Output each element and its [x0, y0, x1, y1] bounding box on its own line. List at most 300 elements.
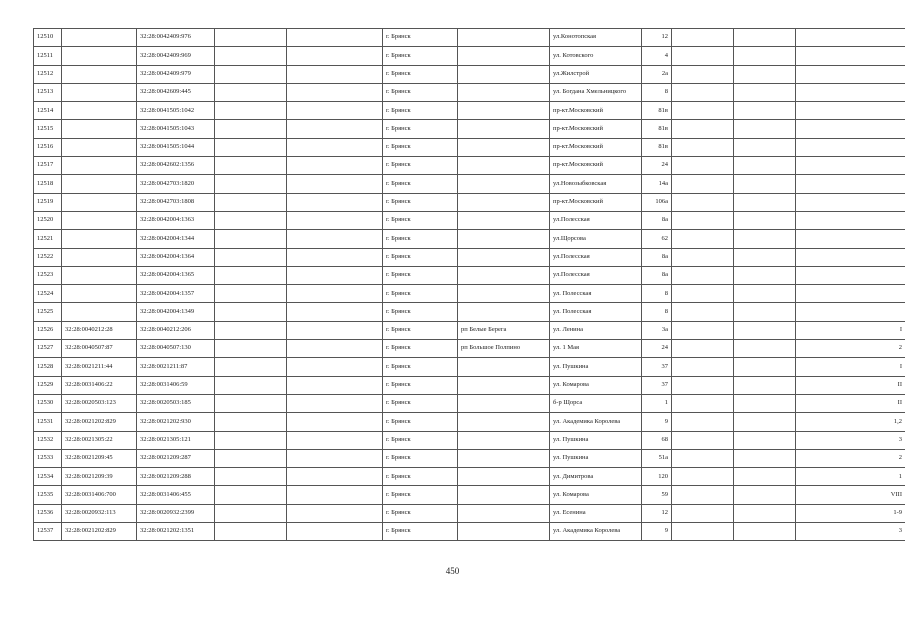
- empty-cell: [672, 193, 734, 211]
- city-cell: г. Брянск: [383, 468, 458, 486]
- parent-cadastral-number-cell: 32:28:0031406:700: [62, 486, 137, 504]
- house-number-cell: 12: [642, 504, 672, 522]
- house-number-cell: 12: [642, 29, 672, 47]
- table-row: [34, 102, 905, 120]
- city-cell: г. Брянск: [383, 175, 458, 193]
- parent-cadastral-number-cell: [62, 138, 137, 156]
- cadastral-number-cell: 32:28:0021305:121: [137, 431, 215, 449]
- premises-number-cell: 2: [796, 449, 905, 467]
- settlement-cell: [458, 29, 550, 47]
- record-number-cell: 12530: [34, 394, 62, 412]
- street-cell: ул. 1 Мая: [550, 340, 642, 358]
- house-number-cell: 2а: [642, 65, 672, 83]
- empty-cell: [734, 394, 796, 412]
- table-row: [34, 157, 905, 175]
- empty-cell: [287, 193, 383, 211]
- house-number-cell: 9: [642, 523, 672, 541]
- city-cell: г. Брянск: [383, 266, 458, 284]
- street-cell: б-р Щорса: [550, 394, 642, 412]
- empty-cell: [672, 523, 734, 541]
- cadastral-number-cell: 32:28:0041505:1042: [137, 102, 215, 120]
- cadastral-number-cell: 32:28:0020932:2399: [137, 504, 215, 522]
- street-cell: ул. Есенина: [550, 504, 642, 522]
- house-number-cell: 8: [642, 83, 672, 101]
- empty-cell: [734, 321, 796, 339]
- city-cell: г. Брянск: [383, 65, 458, 83]
- table-row: [34, 175, 905, 193]
- settlement-cell: [458, 193, 550, 211]
- empty-cell: [734, 486, 796, 504]
- table-row: [34, 285, 905, 303]
- empty-cell: [215, 468, 287, 486]
- city-cell: г. Брянск: [383, 321, 458, 339]
- record-number-cell: 12535: [34, 486, 62, 504]
- record-number-cell: 12532: [34, 431, 62, 449]
- premises-number-cell: [796, 175, 905, 193]
- cadastral-number-cell: 32:28:0021211:87: [137, 358, 215, 376]
- empty-cell: [734, 266, 796, 284]
- empty-cell: [672, 47, 734, 65]
- empty-cell: [287, 431, 383, 449]
- empty-cell: [672, 102, 734, 120]
- city-cell: г. Брянск: [383, 120, 458, 138]
- empty-cell: [734, 248, 796, 266]
- empty-cell: [287, 266, 383, 284]
- empty-cell: [215, 138, 287, 156]
- empty-cell: [287, 486, 383, 504]
- street-cell: ул. Пушкина: [550, 431, 642, 449]
- parent-cadastral-number-cell: 32:28:0021209:39: [62, 468, 137, 486]
- parent-cadastral-number-cell: [62, 65, 137, 83]
- empty-cell: [672, 138, 734, 156]
- settlement-cell: [458, 303, 550, 321]
- parent-cadastral-number-cell: [62, 266, 137, 284]
- record-number-cell: 12515: [34, 120, 62, 138]
- house-number-cell: 1: [642, 394, 672, 412]
- street-cell: ул. Пушкина: [550, 358, 642, 376]
- settlement-cell: [458, 175, 550, 193]
- parent-cadastral-number-cell: 32:28:0021209:45: [62, 449, 137, 467]
- settlement-cell: [458, 449, 550, 467]
- cadastral-number-cell: 32:28:0021202:930: [137, 413, 215, 431]
- settlement-cell: [458, 486, 550, 504]
- premises-number-cell: [796, 285, 905, 303]
- house-number-cell: 4: [642, 47, 672, 65]
- record-number-cell: 12518: [34, 175, 62, 193]
- city-cell: г. Брянск: [383, 102, 458, 120]
- settlement-cell: [458, 65, 550, 83]
- parent-cadastral-number-cell: [62, 175, 137, 193]
- city-cell: г. Брянск: [383, 211, 458, 229]
- empty-cell: [734, 175, 796, 193]
- empty-cell: [287, 468, 383, 486]
- table-row: [34, 211, 905, 229]
- street-cell: ул.Щорсова: [550, 230, 642, 248]
- empty-cell: [672, 266, 734, 284]
- city-cell: г. Брянск: [383, 303, 458, 321]
- table-row: [34, 376, 905, 394]
- record-number-cell: 12510: [34, 29, 62, 47]
- empty-cell: [672, 285, 734, 303]
- empty-cell: [287, 358, 383, 376]
- empty-cell: [734, 138, 796, 156]
- empty-cell: [672, 431, 734, 449]
- empty-cell: [287, 83, 383, 101]
- table-body: [34, 29, 905, 541]
- street-cell: ул. Академика Королева: [550, 413, 642, 431]
- empty-cell: [672, 486, 734, 504]
- cadastral-number-cell: 32:28:0042409:969: [137, 47, 215, 65]
- empty-cell: [734, 413, 796, 431]
- premises-number-cell: 2: [796, 340, 905, 358]
- parent-cadastral-number-cell: [62, 120, 137, 138]
- city-cell: г. Брянск: [383, 83, 458, 101]
- premises-number-cell: [796, 248, 905, 266]
- street-cell: ул. Димитрова: [550, 468, 642, 486]
- table-row: [34, 504, 905, 522]
- empty-cell: [287, 248, 383, 266]
- record-number-cell: 12519: [34, 193, 62, 211]
- empty-cell: [215, 394, 287, 412]
- premises-number-cell: [796, 102, 905, 120]
- empty-cell: [287, 504, 383, 522]
- settlement-cell: [458, 431, 550, 449]
- record-number-cell: 12525: [34, 303, 62, 321]
- empty-cell: [215, 211, 287, 229]
- table-row: [34, 358, 905, 376]
- house-number-cell: 24: [642, 157, 672, 175]
- empty-cell: [734, 303, 796, 321]
- parent-cadastral-number-cell: 32:28:0040212:28: [62, 321, 137, 339]
- cadastral-number-cell: 32:28:0040507:130: [137, 340, 215, 358]
- street-cell: пр-кт.Московский: [550, 157, 642, 175]
- city-cell: г. Брянск: [383, 285, 458, 303]
- premises-number-cell: [796, 211, 905, 229]
- city-cell: г. Брянск: [383, 47, 458, 65]
- settlement-cell: рп Большое Полпино: [458, 340, 550, 358]
- empty-cell: [672, 468, 734, 486]
- cadastral-number-cell: 32:28:0031406:455: [137, 486, 215, 504]
- empty-cell: [215, 504, 287, 522]
- empty-cell: [287, 211, 383, 229]
- premises-number-cell: [796, 193, 905, 211]
- empty-cell: [734, 65, 796, 83]
- settlement-cell: [458, 83, 550, 101]
- street-cell: пр-кт.Московский: [550, 102, 642, 120]
- city-cell: г. Брянск: [383, 449, 458, 467]
- cadastral-number-cell: 32:28:0042004:1357: [137, 285, 215, 303]
- table-row: [34, 394, 905, 412]
- empty-cell: [215, 120, 287, 138]
- city-cell: г. Брянск: [383, 29, 458, 47]
- table-row: [34, 413, 905, 431]
- city-cell: г. Брянск: [383, 523, 458, 541]
- table-row: [34, 523, 905, 541]
- record-number-cell: 12511: [34, 47, 62, 65]
- empty-cell: [215, 431, 287, 449]
- premises-number-cell: II: [796, 376, 905, 394]
- settlement-cell: [458, 285, 550, 303]
- house-number-cell: 37: [642, 376, 672, 394]
- empty-cell: [287, 321, 383, 339]
- empty-cell: [287, 394, 383, 412]
- house-number-cell: 8а: [642, 248, 672, 266]
- record-number-cell: 12524: [34, 285, 62, 303]
- record-number-cell: 12536: [34, 504, 62, 522]
- cadastral-number-cell: 32:28:0040212:206: [137, 321, 215, 339]
- house-number-cell: 14а: [642, 175, 672, 193]
- table-row: [34, 193, 905, 211]
- settlement-cell: [458, 157, 550, 175]
- record-number-cell: 12534: [34, 468, 62, 486]
- cadastral-number-cell: 32:28:0042004:1344: [137, 230, 215, 248]
- empty-cell: [734, 523, 796, 541]
- house-number-cell: 81в: [642, 102, 672, 120]
- empty-cell: [287, 376, 383, 394]
- empty-cell: [672, 376, 734, 394]
- empty-cell: [287, 285, 383, 303]
- record-number-cell: 12513: [34, 83, 62, 101]
- empty-cell: [672, 248, 734, 266]
- empty-cell: [287, 449, 383, 467]
- table-row: [34, 65, 905, 83]
- city-cell: г. Брянск: [383, 413, 458, 431]
- empty-cell: [672, 340, 734, 358]
- empty-cell: [734, 29, 796, 47]
- city-cell: г. Брянск: [383, 486, 458, 504]
- premises-number-cell: [796, 47, 905, 65]
- street-cell: ул.Конотопская: [550, 29, 642, 47]
- record-number-cell: 12517: [34, 157, 62, 175]
- street-cell: ул. Богдана Хмельницкого: [550, 83, 642, 101]
- house-number-cell: 8а: [642, 211, 672, 229]
- street-cell: пр-кт.Московский: [550, 193, 642, 211]
- house-number-cell: 120: [642, 468, 672, 486]
- empty-cell: [215, 230, 287, 248]
- settlement-cell: [458, 358, 550, 376]
- premises-number-cell: VIII: [796, 486, 905, 504]
- house-number-cell: 81в: [642, 120, 672, 138]
- premises-number-cell: 1-9: [796, 504, 905, 522]
- parent-cadastral-number-cell: 32:28:0021211:44: [62, 358, 137, 376]
- city-cell: г. Брянск: [383, 504, 458, 522]
- house-number-cell: 106а: [642, 193, 672, 211]
- empty-cell: [672, 157, 734, 175]
- record-number-cell: 12512: [34, 65, 62, 83]
- empty-cell: [734, 504, 796, 522]
- empty-cell: [672, 321, 734, 339]
- table-row: [34, 29, 905, 47]
- house-number-cell: 62: [642, 230, 672, 248]
- premises-number-cell: I: [796, 321, 905, 339]
- empty-cell: [287, 340, 383, 358]
- cadastral-number-cell: 32:28:0042602:1356: [137, 157, 215, 175]
- table-row: [34, 468, 905, 486]
- empty-cell: [215, 65, 287, 83]
- street-cell: ул.Полесская: [550, 248, 642, 266]
- parent-cadastral-number-cell: [62, 102, 137, 120]
- cadastral-number-cell: 32:28:0042409:979: [137, 65, 215, 83]
- empty-cell: [672, 83, 734, 101]
- page-number: 450: [445, 566, 460, 576]
- settlement-cell: [458, 468, 550, 486]
- table-row: [34, 248, 905, 266]
- city-cell: г. Брянск: [383, 138, 458, 156]
- empty-cell: [734, 449, 796, 467]
- street-cell: пр-кт.Московский: [550, 138, 642, 156]
- premises-number-cell: [796, 266, 905, 284]
- empty-cell: [734, 193, 796, 211]
- empty-cell: [672, 211, 734, 229]
- table-row: [34, 120, 905, 138]
- empty-cell: [215, 285, 287, 303]
- parent-cadastral-number-cell: [62, 248, 137, 266]
- empty-cell: [287, 138, 383, 156]
- empty-cell: [734, 376, 796, 394]
- empty-cell: [672, 413, 734, 431]
- house-number-cell: 8: [642, 303, 672, 321]
- table-row: [34, 449, 905, 467]
- parent-cadastral-number-cell: 32:28:0021305:22: [62, 431, 137, 449]
- record-number-cell: 12531: [34, 413, 62, 431]
- settlement-cell: [458, 504, 550, 522]
- record-number-cell: 12533: [34, 449, 62, 467]
- parent-cadastral-number-cell: [62, 303, 137, 321]
- settlement-cell: [458, 230, 550, 248]
- premises-number-cell: [796, 120, 905, 138]
- settlement-cell: [458, 394, 550, 412]
- empty-cell: [734, 340, 796, 358]
- cadastral-number-cell: 32:28:0042703:1808: [137, 193, 215, 211]
- premises-number-cell: I: [796, 358, 905, 376]
- cadastral-number-cell: 32:28:0042004:1349: [137, 303, 215, 321]
- table-row: [34, 230, 905, 248]
- record-number-cell: 12527: [34, 340, 62, 358]
- record-number-cell: 12528: [34, 358, 62, 376]
- table-row: [34, 303, 905, 321]
- cadastral-number-cell: 32:28:0041505:1044: [137, 138, 215, 156]
- parent-cadastral-number-cell: [62, 230, 137, 248]
- empty-cell: [215, 83, 287, 101]
- record-number-cell: 12522: [34, 248, 62, 266]
- parent-cadastral-number-cell: [62, 211, 137, 229]
- empty-cell: [215, 266, 287, 284]
- table-row: [34, 431, 905, 449]
- cadastral-number-cell: 32:28:0042004:1365: [137, 266, 215, 284]
- table-row: [34, 340, 905, 358]
- city-cell: г. Брянск: [383, 157, 458, 175]
- empty-cell: [734, 285, 796, 303]
- empty-cell: [734, 102, 796, 120]
- empty-cell: [287, 102, 383, 120]
- cadastral-number-cell: 32:28:0021209:287: [137, 449, 215, 467]
- parent-cadastral-number-cell: 32:28:0020503:123: [62, 394, 137, 412]
- premises-number-cell: 1,2: [796, 413, 905, 431]
- empty-cell: [215, 303, 287, 321]
- house-number-cell: 59: [642, 486, 672, 504]
- parent-cadastral-number-cell: [62, 29, 137, 47]
- cadastral-number-cell: 32:28:0042703:1820: [137, 175, 215, 193]
- settlement-cell: [458, 266, 550, 284]
- parent-cadastral-number-cell: 32:28:0021202:829: [62, 523, 137, 541]
- parent-cadastral-number-cell: [62, 83, 137, 101]
- empty-cell: [215, 193, 287, 211]
- empty-cell: [215, 413, 287, 431]
- empty-cell: [672, 29, 734, 47]
- record-number-cell: 12514: [34, 102, 62, 120]
- table-row: [34, 486, 905, 504]
- premises-number-cell: [796, 303, 905, 321]
- empty-cell: [734, 83, 796, 101]
- cadastral-number-cell: 32:28:0042004:1363: [137, 211, 215, 229]
- premises-number-cell: 3: [796, 523, 905, 541]
- street-cell: ул. Комарова: [550, 376, 642, 394]
- settlement-cell: [458, 120, 550, 138]
- parent-cadastral-number-cell: [62, 193, 137, 211]
- empty-cell: [672, 358, 734, 376]
- empty-cell: [734, 358, 796, 376]
- street-cell: ул. Комарова: [550, 486, 642, 504]
- street-cell: ул. Ленина: [550, 321, 642, 339]
- empty-cell: [287, 157, 383, 175]
- house-number-cell: 3а: [642, 321, 672, 339]
- empty-cell: [215, 340, 287, 358]
- house-number-cell: 51а: [642, 449, 672, 467]
- cadastral-number-cell: 32:28:0020503:185: [137, 394, 215, 412]
- cadastral-number-cell: 32:28:0042609:445: [137, 83, 215, 101]
- street-cell: ул.Полесская: [550, 211, 642, 229]
- empty-cell: [734, 157, 796, 175]
- premises-number-cell: [796, 157, 905, 175]
- premises-number-cell: 1: [796, 468, 905, 486]
- empty-cell: [215, 523, 287, 541]
- empty-cell: [734, 47, 796, 65]
- empty-cell: [672, 230, 734, 248]
- house-number-cell: 24: [642, 340, 672, 358]
- empty-cell: [215, 157, 287, 175]
- settlement-cell: [458, 523, 550, 541]
- cadastral-number-cell: 32:28:0031406:59: [137, 376, 215, 394]
- city-cell: г. Брянск: [383, 193, 458, 211]
- parent-cadastral-number-cell: [62, 285, 137, 303]
- premises-number-cell: II: [796, 394, 905, 412]
- parent-cadastral-number-cell: 32:28:0021202:829: [62, 413, 137, 431]
- settlement-cell: [458, 413, 550, 431]
- house-number-cell: 8: [642, 285, 672, 303]
- city-cell: г. Брянск: [383, 358, 458, 376]
- settlement-cell: [458, 376, 550, 394]
- empty-cell: [215, 248, 287, 266]
- table-row: [34, 138, 905, 156]
- premises-number-cell: [796, 230, 905, 248]
- empty-cell: [672, 394, 734, 412]
- parent-cadastral-number-cell: [62, 47, 137, 65]
- cadastral-number-cell: 32:28:0042004:1364: [137, 248, 215, 266]
- record-number-cell: 12537: [34, 523, 62, 541]
- empty-cell: [215, 486, 287, 504]
- street-cell: ул.Полесская: [550, 266, 642, 284]
- cadastral-number-cell: 32:28:0021202:1351: [137, 523, 215, 541]
- empty-cell: [672, 303, 734, 321]
- empty-cell: [215, 376, 287, 394]
- empty-cell: [287, 230, 383, 248]
- empty-cell: [287, 175, 383, 193]
- record-number-cell: 12526: [34, 321, 62, 339]
- settlement-cell: [458, 248, 550, 266]
- house-number-cell: 68: [642, 431, 672, 449]
- empty-cell: [287, 47, 383, 65]
- empty-cell: [672, 120, 734, 138]
